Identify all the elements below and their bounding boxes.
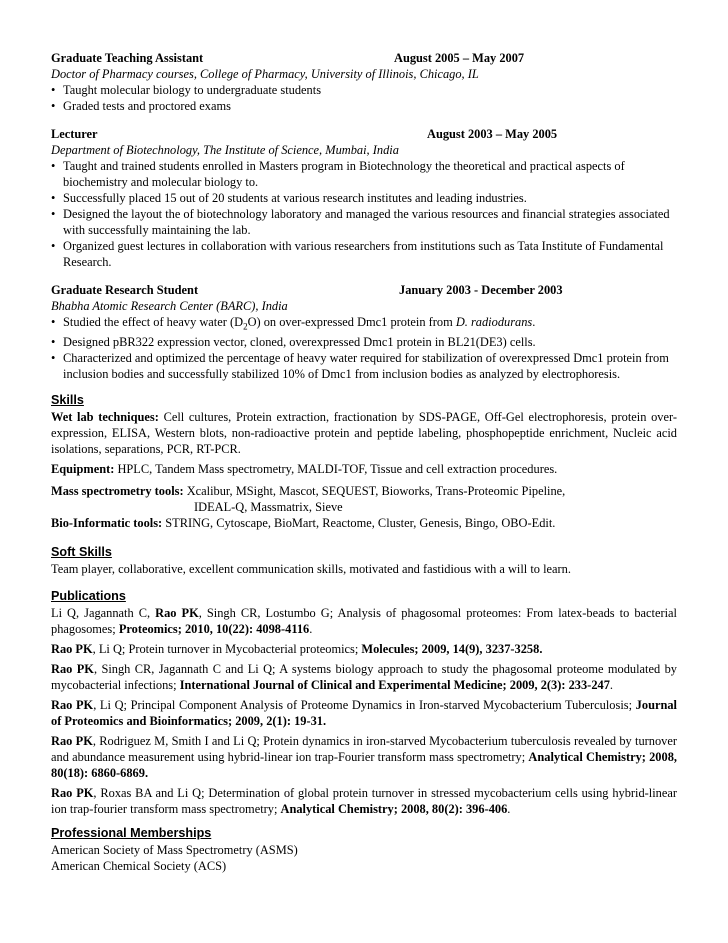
bullet-item: • Designed pBR322 expression vector, cloned, overexpressed Dmc1 protein in BL21(DE3) cells. [51,334,677,350]
skills-equipment [51,461,677,477]
skills-wetlab [51,409,677,457]
pub-end: . [309,622,313,637]
skill-label: Equipment: [51,462,115,477]
bullet-text: O) on over-expressed Dmc1 protein from [247,315,456,329]
bullet-item: • Successfully placed 15 out of 20 students at various research institutes and leading industries. [51,190,677,206]
skill-text: HPLC, Tandem Mass spectrometry, MALDI-TOF, Tissue and cell extraction procedures. [117,462,558,477]
skill-label: Mass spectrometry tools: [51,484,184,499]
job-title: Graduate Teaching Assistant [51,51,204,65]
pub-author-highlight: Rao PK [155,606,199,621]
job-title: Graduate Research Student [51,283,199,297]
job-date: January 2003 - December 2003 [399,283,563,297]
pub-journal: Journal of Proteomics and Bioinformatics; 2009, 2(1): 19-31. [51,698,677,729]
publication-item [51,605,677,637]
job-header [51,50,677,66]
pub-author-highlight: Rao PK [51,662,94,677]
section-heading-soft-skills: Soft Skills [51,545,112,560]
job-organization: Doctor of Pharmacy courses, College of Pharmacy, University of Illinois, Chicago, IL [51,67,479,81]
soft-skills-text: Team player, collaborative, excellent communication skills, motivated and fastidious with a will to learn. [51,562,571,577]
job-title: Lecturer [51,127,98,141]
pub-author-highlight: Rao PK [51,642,93,657]
bullet-item: • Taught molecular biology to undergraduate students [51,82,677,98]
pub-text: , Singh CR, Lostumbo G; Analysis of phagosomal proteomes: From latex-beads to bacterial phagosomes; [51,606,678,637]
membership-item: American Chemical Society (ACS) [51,859,227,874]
pub-author-highlight: Rao PK [51,786,94,801]
bullet-text: Studied the effect of heavy water (D [63,315,244,329]
pub-text: , Rodriguez M, Smith I and Li Q; Protein dynamics in iron-starved Mycobacterium tuberculosis revealed by turnover and abundance measurement using hybrid-linear ion trap-Fourier transform mass spectrometry; [51,734,677,765]
pub-end: . [507,802,511,817]
job-header [51,126,677,142]
species-name: D. radiodurans [455,315,533,329]
pub-author-highlight: Rao PK [51,734,93,749]
publication-item [51,697,677,729]
section-heading-publications: Publications [51,589,126,604]
pub-journal: Molecules; 2009, 14(9), 3237-3258. [361,642,543,657]
job-date: August 2003 – May 2005 [427,127,558,141]
skills-bio-tools [51,515,677,531]
pub-end: . [609,678,614,693]
job-organization: Department of Biotechnology, The Institute of Science, Mumbai, India [51,143,399,157]
pub-text: , Singh CR, Jagannath C and Li Q; A systems biology approach to study the phagosomal proteome modulated by mycobacterial infections; [51,662,677,693]
bullet-item: • Organized guest lectures in collaboration with various researchers from institutions such as Tata Institute of Fundamental Research. [51,238,677,270]
skill-text: STRING, Cytoscape, BioMart, Reactome, Cluster, Genesis, Bingo, OBO-Edit. [165,516,556,531]
skill-label: Wet lab techniques: [51,410,159,425]
publication-item [51,641,677,657]
skill-label: Bio-Informatic tools: [51,516,163,531]
section-heading-skills: Skills [51,393,84,408]
bullet-item [51,314,677,334]
publication-item [51,733,677,781]
resume-page [51,50,677,874]
pub-journal: Proteomics; 2010, 10(22): 4098-4116 [118,622,310,637]
job-entry [51,282,677,382]
job-bullets [51,314,677,382]
bullet-item: • Taught and trained students enrolled in Masters program in Biotechnology the theoretical and practical aspects of biochemistry and molecular biology to. [51,158,677,190]
membership-item: American Society of Mass Spectrometry (ASMS) [51,843,298,858]
job-entry [51,126,677,270]
pub-authors: Li Q, Jagannath C, [51,606,156,621]
job-bullets [51,82,677,114]
skill-text: Cell cultures, Protein extraction, fractionation by SDS-PAGE, Off-Gel electrophoresis, protein over-expression, ELISA, Western blots, non-radioactive protein and peptide labeling, phosphopeptide enrichment, Nucleic acid isolations, separations, PCR, RT-PCR. [51,410,677,457]
section-heading-memberships: Professional Memberships [51,826,212,841]
bullet-text: . [532,315,536,329]
publication-item [51,661,677,693]
bullet-item: • Graded tests and proctored exams [51,98,677,114]
skill-text: Xcalibur, MSight, Mascot, SEQUEST, Bioworks, Trans-Proteomic Pipeline, [186,484,566,499]
subscript: 2 [243,321,248,332]
pub-text: , Li Q; Protein turnover in Mycobacterial proteomics; [92,642,362,657]
job-bullets [51,158,677,270]
bullet-item: • Characterized and optimized the percentage of heavy water required for stabilization of overexpressed Dmc1 protein from inclusion bodies and successfully stabilized 10% of Dmc1 from inclusion bodies as analyzed by electrophoresis. [51,350,677,382]
bullet-item: • Designed the layout the of biotechnology laboratory and managed the various resources and financial strategies associated with successfully maintaining the lab. [51,206,677,238]
pub-text: , Roxas BA and Li Q; Determination of global protein turnover in stressed mycobacterium cells using hybrid-linear ion trap-fourier transform mass spectrometry; [51,786,677,817]
skill-text-continued: IDEAL-Q, Massmatrix, Sieve [194,500,343,515]
publication-item [51,785,677,817]
job-organization: Bhabha Atomic Research Center (BARC), India [51,299,288,313]
job-header [51,282,677,298]
pub-journal: International Journal of Clinical and Experimental Medicine; 2009, 2(3): 233-247 [179,678,610,693]
job-entry [51,50,677,114]
pub-author-highlight: Rao PK [51,698,94,713]
job-date: August 2005 – May 2007 [394,51,525,65]
pub-journal: Analytical Chemistry; 2008, 80(18): 6860-6869. [51,750,677,781]
skills-ms-tools [51,483,677,499]
pub-text: , Li Q; Principal Component Analysis of Proteome Dynamics in Iron-starved Mycobacterium Tuberculosis; [93,698,636,713]
pub-journal: Analytical Chemistry; 2008, 80(2): 396-406 [280,802,508,817]
